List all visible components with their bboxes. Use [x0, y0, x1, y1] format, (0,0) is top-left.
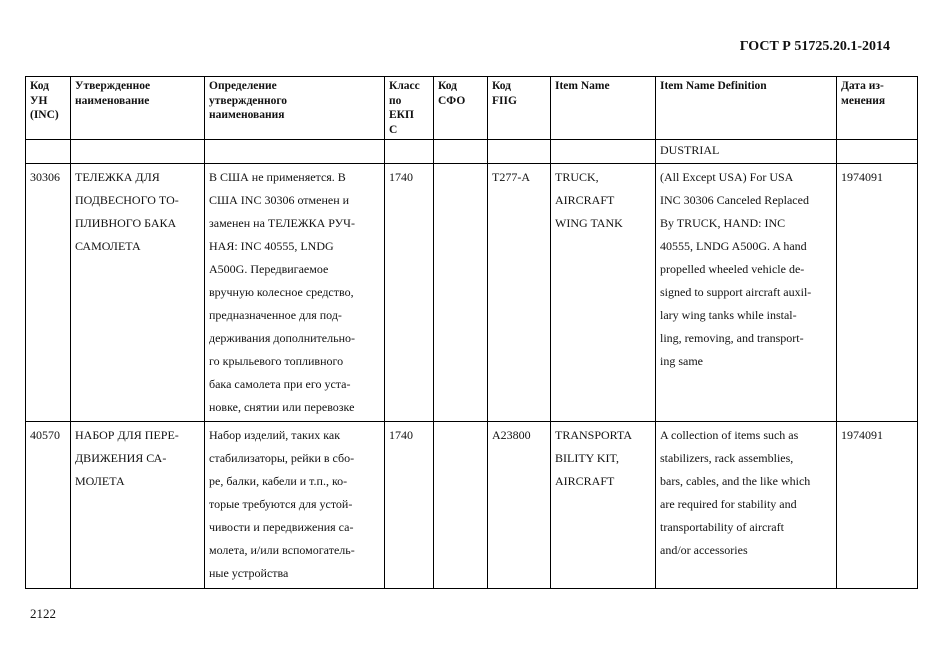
cell-name-ru: НАБОР ДЛЯ ПЕРЕ- ДВИЖЕНИЯ СА- МОЛЕТА: [71, 422, 205, 589]
header-sfo: Код СФО: [434, 77, 488, 140]
cell-class: 1740: [385, 422, 434, 589]
cell-inc: 30306: [26, 164, 71, 422]
header-approved-name: Утвержденное наименование: [71, 77, 205, 140]
cell-definition-en: (All Except USA) For USA INC 30306 Canceled Replaced By TRUCK, HAND: INC 40555, LNDG A500G. A hand propelled wheeled vehicle de- signed to support aircraft auxil- lary wing tanks while instal- ling, removing, and transport- ing same: [656, 164, 837, 422]
header-class: Класс по ЕКП С: [385, 77, 434, 140]
cell-item-name: TRANSPORTA BILITY KIT, AIRCRAFT: [551, 422, 656, 589]
cell-date: 1974091: [837, 164, 918, 422]
cell-definition-ru: В США не применяется. В США INC 30306 отменен и заменен на ТЕЛЕЖКА РУЧ- НАЯ: INC 40555, LNDG A500G. Передвигаемое вручную колесное средство, предназначенное для под- держивания дополнительно- го крыльевого топливного бака самолета при его уста- новке, снятии или перевозке: [205, 164, 385, 422]
table-header-row: [26, 77, 918, 140]
cell-date: 1974091: [837, 422, 918, 589]
header-inc: Код УН (INC): [26, 77, 71, 140]
cell-definition-en: A collection of items such as stabilizers, rack assemblies, bars, cables, and the like which are required for stability and transportability of aircraft and/or accessories: [656, 422, 837, 589]
continuation-row: [26, 140, 918, 164]
header-name-definition: Определение утвержденного наименования: [205, 77, 385, 140]
continuation-definition-en: DUSTRIAL: [656, 140, 837, 164]
table-row: [26, 164, 918, 422]
table-row: [26, 422, 918, 589]
cell-fiig: A23800: [488, 422, 551, 589]
cell-item-name: TRUCK, AIRCRAFT WING TANK: [551, 164, 656, 422]
cell-fiig: T277-A: [488, 164, 551, 422]
cell-class: 1740: [385, 164, 434, 422]
page-number: 2122: [30, 606, 56, 621]
header-fiig: Код FIIG: [488, 77, 551, 140]
header-item-name: Item Name: [551, 77, 656, 140]
cell-sfo: [434, 164, 488, 422]
cell-inc: 40570: [26, 422, 71, 589]
header-change-date: Дата из- менения: [837, 77, 918, 140]
nomenclature-table: [25, 76, 918, 589]
cell-definition-ru: Набор изделий, таких как стабилизаторы, рейки в сбо- ре, балки, кабели и т.п., ко- торые требуются для устой- чивости и передвижения са- молета, и/или вспомогатель- ные устройства: [205, 422, 385, 589]
document-header: ГОСТ Р 51725.20.1-2014: [739, 39, 890, 54]
header-item-name-definition: Item Name Definition: [656, 77, 837, 140]
cell-sfo: [434, 422, 488, 589]
cell-name-ru: ТЕЛЕЖКА ДЛЯ ПОДВЕСНОГО ТО- ПЛИВНОГО БАКА САМОЛЕТА: [71, 164, 205, 422]
